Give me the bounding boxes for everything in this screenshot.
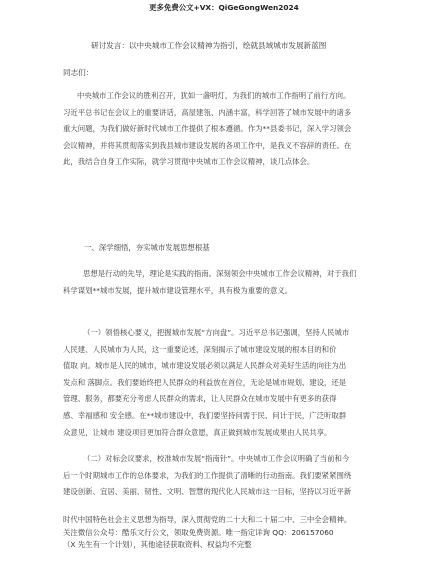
text-line: 思想是行动的先导，理论是实践的指南。深刻领会中央城市工作会议精神，对于我们 <box>83 269 357 278</box>
text-line: （二）对标会议要求，校准城市发展“指南针”。中央城市工作会议明确了当前和今 <box>83 454 350 463</box>
text-line: （一）领悟核心要义，把握城市发展“方向盘”。习近平总书记强调，坚持人民城市 <box>83 328 350 337</box>
paragraph-section-intro <box>63 266 393 299</box>
text-line: 感、幸福感和 安全感。在**城市建设中，我们要坚持问需于民、问计于民，广泛听取群 <box>63 410 347 420</box>
footer-line: （X 先生有一个计划），其他途径获取资料、权益均不完整 <box>63 540 252 549</box>
footer-notice <box>63 514 393 552</box>
paragraph-meeting-requirements <box>63 451 393 501</box>
text-line: 值取 向。城市是人民的城市，城市建设发展必须以满足人民群众对美好生活的向往为出 <box>63 361 347 371</box>
page-header: 更多免费公文+VX：QiGeGongWen2024 <box>149 3 299 12</box>
document-title: 研讨发言：以中央城市工作会议精神为指引，绘就县域城市发展新蓝图 <box>91 41 327 50</box>
text-line: 管理、服务，都要充分考虑人民群众的需求，让人民群众在城市发展中有更多的获得 <box>63 394 337 404</box>
text-line: 人民建、人民城市为人民，这一重要论述，深刻揭示了城市建设发展的根本目的和价 <box>63 344 337 354</box>
text-line: 发点和 落脚点。我们要始终把人民群众的利益放在首位，无论是城市规划、建设，还是 <box>63 377 347 387</box>
footer-line: 时代中国特色社会主义思想为指导，深入贯彻党的二十大和二十届二中、三中全会精神。 <box>63 515 352 524</box>
section-heading: 一、深学细悟，夯实城市发展思想根基 <box>84 243 210 252</box>
text-line: 科学谋划**城市发展，提升城市建设管理水平，具有极为重要的意义。 <box>63 285 293 295</box>
text-line: 此，我结合自身工作实际，就学习贯彻中央城市工作会议精神，谈几点体会。 <box>63 157 315 167</box>
greeting: 同志们： <box>63 68 94 77</box>
text-line: 建设创新、宜居、美丽、韧性、文明、智慧的现代化人民城市这一目标，坚持以习近平新 <box>63 487 352 497</box>
paragraph-intro <box>63 88 393 171</box>
text-line: 众意见，让城市 建设项目更加符合群众意愿，真正做到城市发展成果由人民共享。 <box>63 427 332 437</box>
text-line: 中央城市工作会议的胜利召开，犹如一盏明灯，为我们的城市工作指明了前行方向。 <box>77 91 351 100</box>
text-line: 后一个时期城市工作的总体要求，为我们的工作提供了清晰的行动指南。我们要紧紧围绕 <box>63 470 352 480</box>
text-line: 习近平总书记在会议上的重要讲话，高屋建瓴、内涵丰富，科学回答了城市发展中的诸多 <box>63 107 352 117</box>
footer-line: 关注微信公众号：酷乐文行公文，领取免费资源。唯一指定详询 QQ：206157060 <box>63 527 334 537</box>
paragraph-core-essence <box>63 325 393 441</box>
text-line: 会议精神，并将其贯彻落实到我县城市建设发展的各项工作中，是我义不容辞的责任。在 <box>63 140 352 150</box>
text-line: 重大问题，为我们做好新时代城市工作提供了根本遵循。作为**县委书记，深入学习领会 <box>63 124 352 134</box>
